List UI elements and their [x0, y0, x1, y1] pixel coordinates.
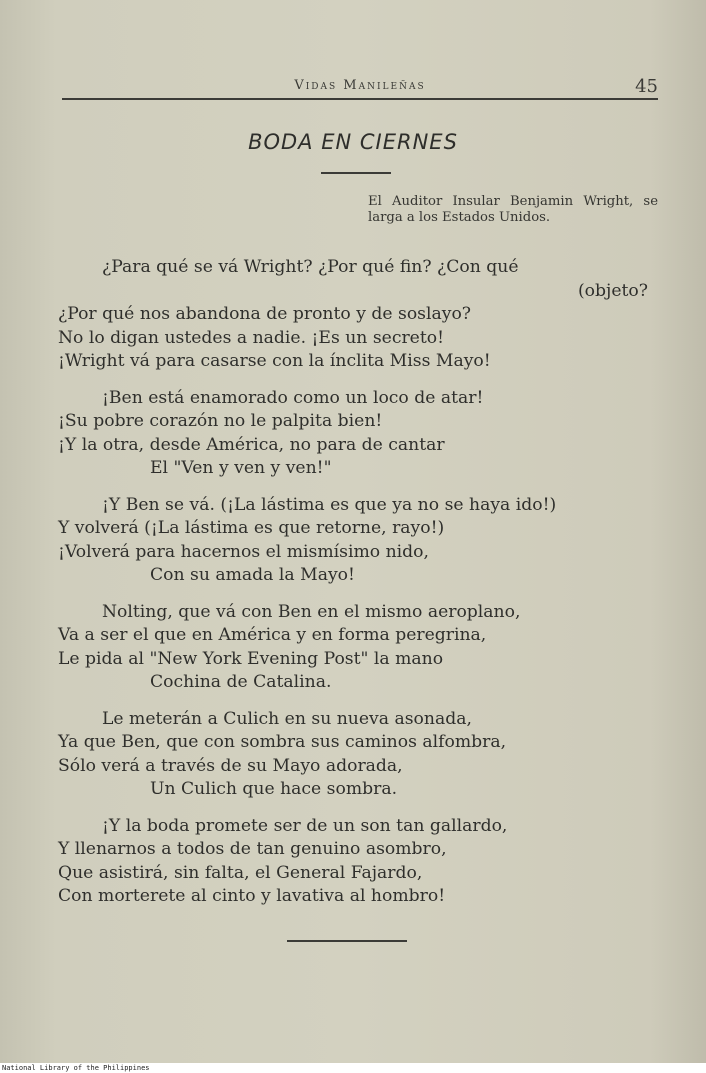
- header-rule: [62, 98, 658, 100]
- epigraph: El Auditor Insular Benjamin Wright, se larga a los Estados Unidos.: [368, 194, 658, 225]
- poem-line: Le meterán a Culich en su nueva asonada,: [102, 708, 472, 729]
- poem-line: ¡Volverá para hacernos el mismísimo nido,: [58, 541, 429, 562]
- poem-line: Un Culich que hace sombra.: [150, 779, 398, 799]
- poem-line: ¡Ben está enamorado como un loco de atar!: [102, 387, 484, 408]
- poem-line: ¡Y la otra, desde América, no para de cantar: [58, 434, 445, 455]
- stanza: [58, 601, 658, 695]
- poem-line: Y volverá (¡La lástima es que retorne, rayo!): [58, 518, 445, 538]
- page-number: 45: [635, 76, 658, 97]
- stanza: [58, 815, 658, 909]
- poem-line: Y llenarnos a todos de tan genuino asombro,: [58, 839, 447, 859]
- stanza: [58, 256, 658, 374]
- poem-line: ¡Wright vá para casarse con la ínclita Miss Mayo!: [58, 351, 491, 371]
- poem-line: Cochina de Catalina.: [150, 672, 332, 692]
- poem-line: Le pida al "New York Evening Post" la mano: [58, 648, 444, 669]
- stanza: [58, 708, 658, 802]
- poem-line: ¿Para qué se vá Wright? ¿Por qué fin? ¿Con qué: [102, 257, 519, 277]
- poem-line: ¿Por qué nos abandona de pronto y de soslayo?: [58, 304, 472, 324]
- end-rule: [287, 940, 407, 942]
- poem-line: (objeto?: [577, 280, 648, 301]
- poem-line: Nolting, que vá con Ben en el mismo aeroplano,: [102, 601, 521, 622]
- poem-line: El "Ven y ven y ven!": [150, 458, 332, 478]
- poem-line: ¡Y Ben se vá. (¡La lástima es que ya no se haya ido!): [102, 494, 557, 515]
- running-title: Vidas Manileñas: [294, 78, 426, 93]
- stanza: [58, 387, 658, 481]
- poem-line: ¡Y la boda promete ser de un son tan gallardo,: [102, 815, 508, 836]
- poem-line: Va a ser el que en América y en forma peregrina,: [58, 625, 487, 645]
- poem-line: Ya que Ben, que con sombra sus caminos alfombra,: [58, 732, 507, 752]
- poem-line: Que asistirá, sin falta, el General Fajardo,: [58, 862, 423, 883]
- title-rule: [321, 172, 391, 174]
- poem-line: Con morterete al cinto y lavativa al hombro!: [58, 886, 446, 906]
- stanza: [58, 494, 658, 588]
- poem-body: [58, 256, 658, 922]
- poem-line: No lo digan ustedes a nadie. ¡Es un secreto!: [58, 327, 444, 348]
- poem-line: Con su amada la Mayo!: [150, 565, 355, 585]
- page-header: [62, 74, 658, 102]
- footer-credit: National Library of the Philippines: [0, 1063, 706, 1073]
- poem-line: Sólo verá a través de su Mayo adorada,: [58, 755, 403, 776]
- poem-line: ¡Su pobre corazón no le palpita bien!: [58, 411, 383, 431]
- poem-title: BODA EN CIERNES: [248, 130, 458, 154]
